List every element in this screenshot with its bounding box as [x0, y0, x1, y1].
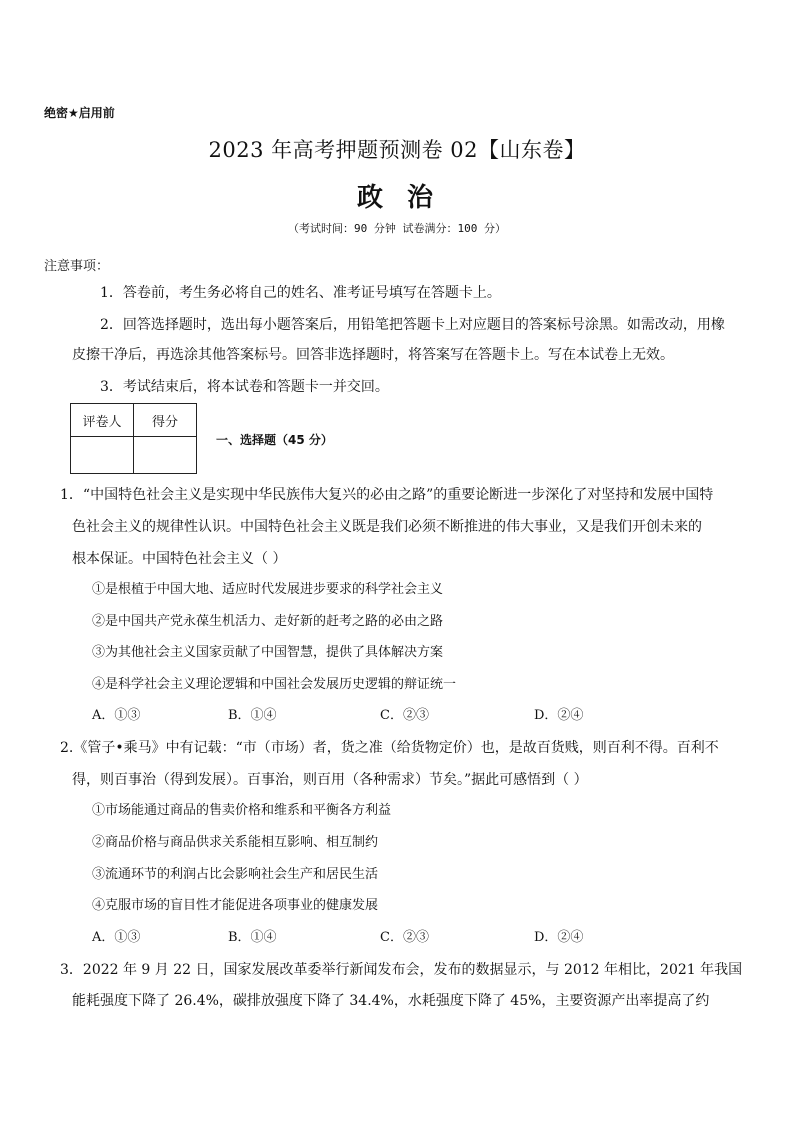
- question-2-choice-a: A．①③: [92, 930, 141, 945]
- exam-info: （考试时间：90 分钟 试卷满分：100 分）: [288, 222, 506, 235]
- notice-item: 皮擦干净后，再选涂其他答案标号。回答非选择题时，将答案写在答题卡上。写在本试卷上无效。: [72, 347, 674, 363]
- notice-heading: 注意事项：: [44, 259, 110, 274]
- question-1-option: ③为其他社会主义国家贡献了中国智慧，提供了具体解决方案: [92, 645, 444, 660]
- question-2-option: ④克服市场的盲目性才能促进各项事业的健康发展: [92, 898, 379, 913]
- question-1-choice-a: A．①③: [92, 708, 141, 723]
- confidential-mark: 绝密★启用前: [44, 106, 115, 120]
- question-1-line: 1．“中国特色社会主义是实现中华民族伟大复兴的必由之路”的重要论断进一步深化了对坚持和发展中国特: [60, 487, 714, 503]
- question-1-line: 色社会主义的规律性认识。中国特色社会主义既是我们必须不断推进的伟大事业，又是我们开创未来的: [72, 519, 702, 535]
- question-2-line: 2.《管子•乘马》中有记载：“市（市场）者，货之准（给货物定价）也，是故百货贱，则百利不得。百利不: [60, 740, 719, 756]
- question-1-option: ②是中国共产党永葆生机活力、走好新的赶考之路的必由之路: [92, 614, 444, 629]
- section-title: 一、选择题（45 分）: [216, 433, 333, 447]
- notice-item: 1．答卷前，考生务必将自己的姓名、准考证号填写在答题卡上。: [100, 285, 501, 301]
- question-1-option: ①是根植于中国大地、适应时代发展进步要求的科学社会主义: [92, 582, 444, 597]
- question-1-choice-c: C．②③: [380, 708, 429, 723]
- question-1-option: ④是科学社会主义理论逻辑和中国社会发展历史逻辑的辩证统一: [92, 677, 457, 692]
- score-table: [70, 403, 197, 474]
- grader-cell: [71, 437, 134, 474]
- question-2-choice-d: D．②④: [534, 930, 584, 945]
- question-2-option: ③流通环节的利润占比会影响社会生产和居民生活: [92, 867, 379, 882]
- score-header: 得分: [134, 404, 197, 437]
- question-2-option: ①市场能通过商品的售卖价格和维系和平衡各方利益: [92, 803, 392, 818]
- question-3-line: 3．2022 年 9 月 22 日，国家发展改革委举行新闻发布会，发布的数据显示，与 2012 年相比，2021 年我国: [60, 962, 743, 978]
- notice-item: 3．考试结束后，将本试卷和答题卡一并交回。: [100, 379, 389, 395]
- question-1-line: 根本保证。中国特色社会主义（ ）: [72, 551, 287, 567]
- exam-title: 2023 年高考押题预测卷 02【山东卷】: [208, 138, 586, 162]
- question-1-choice-d: D．②④: [534, 708, 584, 723]
- subject-title: 政治: [356, 183, 457, 213]
- question-2-choice-b: B．①④: [228, 930, 277, 945]
- question-2-option: ②商品价格与商品供求关系能相互影响、相互制约: [92, 835, 379, 850]
- score-cell: [134, 437, 197, 474]
- notice-item: 2．回答选择题时，选出每小题答案后，用铅笔把答题卡上对应题目的答案标号涂黑。如需改动，用橡: [100, 317, 725, 333]
- question-2-choice-c: C．②③: [380, 930, 429, 945]
- question-2-line: 得，则百事治（得到发展）。百事治，则百用（各种需求）节矣。”据此可感悟到（ ）: [72, 772, 588, 788]
- question-1-choice-b: B．①④: [228, 708, 277, 723]
- grader-header: 评卷人: [71, 404, 134, 437]
- question-3-line: 能耗强度下降了 26.4%，碳排放强度下降了 34.4%，水耗强度下降了 45%，主要资源产出率提高了约: [72, 993, 710, 1009]
